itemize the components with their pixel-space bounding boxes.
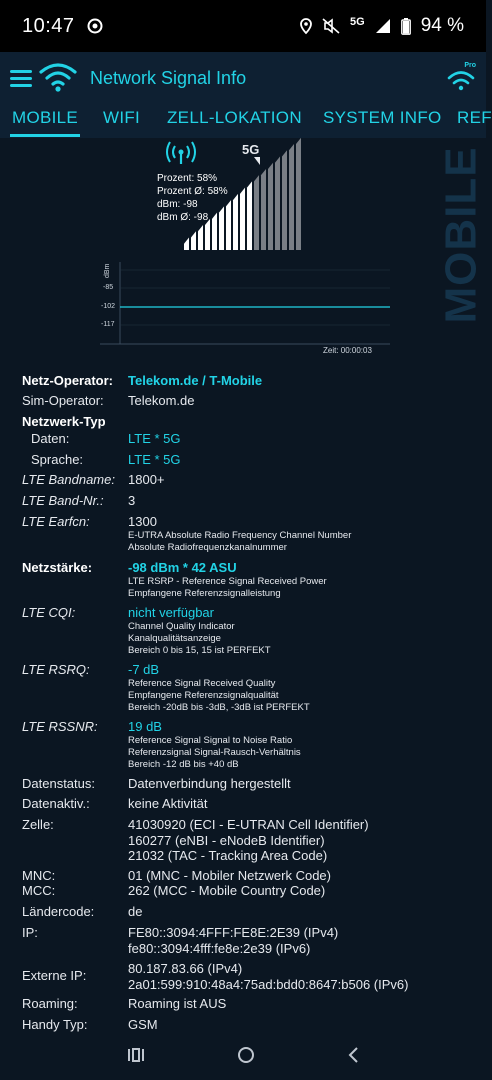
rssnr-value: 19 dB: [128, 719, 162, 734]
cqi-desc-3: Bereich 0 bis 15, 15 ist PERFEKT: [128, 644, 271, 656]
battery-icon: [401, 18, 411, 35]
cell-signal-icon: [375, 18, 391, 34]
graph-time: Zeit: 00:00:03: [323, 346, 372, 355]
status-time: 10:47: [22, 14, 75, 37]
tab-watermark: MOBILE: [437, 146, 487, 324]
signal-bar: [254, 175, 259, 250]
cqi-value: nicht verfügbar: [128, 605, 214, 620]
zelle-tac: 21032 (TAC - Tracking Area Code): [128, 848, 328, 863]
tab-mobile[interactable]: MOBILE: [12, 108, 79, 127]
pro-badge: Pro: [464, 62, 476, 69]
tab-zell-lokation[interactable]: ZELL-LOKATION: [167, 108, 302, 127]
graph-tick-85: -85: [103, 284, 114, 291]
signal-stats: [157, 172, 228, 224]
home-icon[interactable]: [237, 1046, 255, 1069]
signal-bar: [184, 238, 189, 250]
signal-bar: [240, 188, 245, 250]
netzstaerke-value: -98 dBm * 42 ASU: [128, 560, 237, 575]
status-bar: [0, 0, 486, 52]
netzstaerke-desc-2: Empfangene Referenzsignalleistung: [128, 587, 281, 599]
back-icon[interactable]: [347, 1047, 359, 1068]
app-bar: [0, 52, 486, 104]
5g-icon: [242, 142, 260, 165]
ip-v6: fe80::3094:4fff:fe8e:2e39 (IPv6): [128, 940, 311, 956]
rsrq-desc-2: Empfangene Referenzsignalqualität: [128, 689, 279, 701]
zelle-enbi: 160277 (eNBI - eNodeB Identifier): [128, 832, 325, 848]
tab-system-info[interactable]: SYSTEM INFO: [323, 108, 442, 127]
mute-icon: [322, 18, 340, 34]
tab-wifi[interactable]: WIFI: [103, 108, 141, 127]
zelle-eci: 41030920 (ECI - E-UTRAN Cell Identifier): [128, 817, 369, 832]
percent-avg-value: Prozent Ø: 58%: [157, 186, 228, 197]
app-title: Network Signal Info: [90, 67, 247, 88]
earfcn-value: 1300: [128, 514, 157, 529]
cqi-desc-1: Channel Quality Indicator: [128, 620, 235, 632]
earfcn-desc-1: E-UTRA Absolute Radio Frequency Channel Number: [128, 529, 352, 541]
battery-percent: 94 %: [420, 15, 464, 36]
signal-bar: [289, 144, 294, 250]
netzstaerke-desc-1: LTE RSRP - Reference Signal Received Power: [128, 575, 327, 587]
svg-text:5G: 5G: [242, 142, 260, 157]
signal-bar: [268, 163, 273, 250]
rsrq-value: -7 dB: [128, 662, 160, 677]
cqi-desc-2: Kanalqualitätsanzeige: [128, 632, 221, 644]
pro-wifi-icon[interactable]: [446, 62, 476, 97]
wifi-logo-icon: [38, 60, 78, 97]
graph-tick-102: -102: [101, 303, 116, 310]
recents-icon[interactable]: [127, 1047, 145, 1068]
rsrq-desc-1: Reference Signal Received Quality: [128, 677, 276, 689]
dbm-avg-value: dBm Ø: -98: [157, 212, 209, 223]
rsrq-desc-3: Bereich -20dB bis -3dB, -3dB ist PERFEKT: [128, 701, 310, 713]
location-icon: [300, 18, 312, 34]
signal-bar: [233, 194, 238, 250]
signal-bar: [198, 225, 203, 250]
signal-history-graph: [100, 258, 390, 358]
signal-bar: [275, 156, 280, 250]
ip-v4: FE80::3094:4FFF:FE8E:2E39 (IPv4): [128, 925, 339, 940]
earfcn-desc-2: Absolute Radiofrequenzkanalnummer: [128, 541, 287, 553]
signal-bar: [247, 181, 252, 250]
tab-ref[interactable]: REF: [457, 108, 492, 127]
rssnr-desc-1: Reference Signal Signal to Noise Ratio: [128, 734, 293, 746]
externe-ip-v6: 2a01:599:910:48a4:75ad:bdd0:8647:b506 (IPv6): [128, 976, 409, 992]
network-type: 5G: [350, 16, 365, 28]
dbm-value: dBm: -98: [157, 199, 198, 210]
graph-tick-117: -117: [101, 321, 115, 328]
signal-bar: [261, 169, 266, 250]
signal-bar: [296, 138, 301, 250]
rssnr-desc-3: Bereich -12 dB bis +40 dB: [128, 758, 239, 770]
rssnr-desc-2: Referenzsignal Signal-Rausch-Verhältnis: [128, 746, 301, 758]
menu-icon[interactable]: [10, 70, 32, 87]
signal-bar: [282, 150, 287, 250]
externe-ip-v4: 80.187.83.66 (IPv4): [128, 961, 243, 976]
record-icon: [87, 18, 103, 34]
percent-value: Prozent: 58%: [157, 173, 218, 184]
signal-bar: [191, 231, 196, 250]
tab-bar: [0, 104, 492, 138]
system-nav-bar: [0, 1034, 486, 1080]
graph-y-title: dBm: [104, 263, 111, 278]
antenna-icon: [167, 142, 195, 164]
